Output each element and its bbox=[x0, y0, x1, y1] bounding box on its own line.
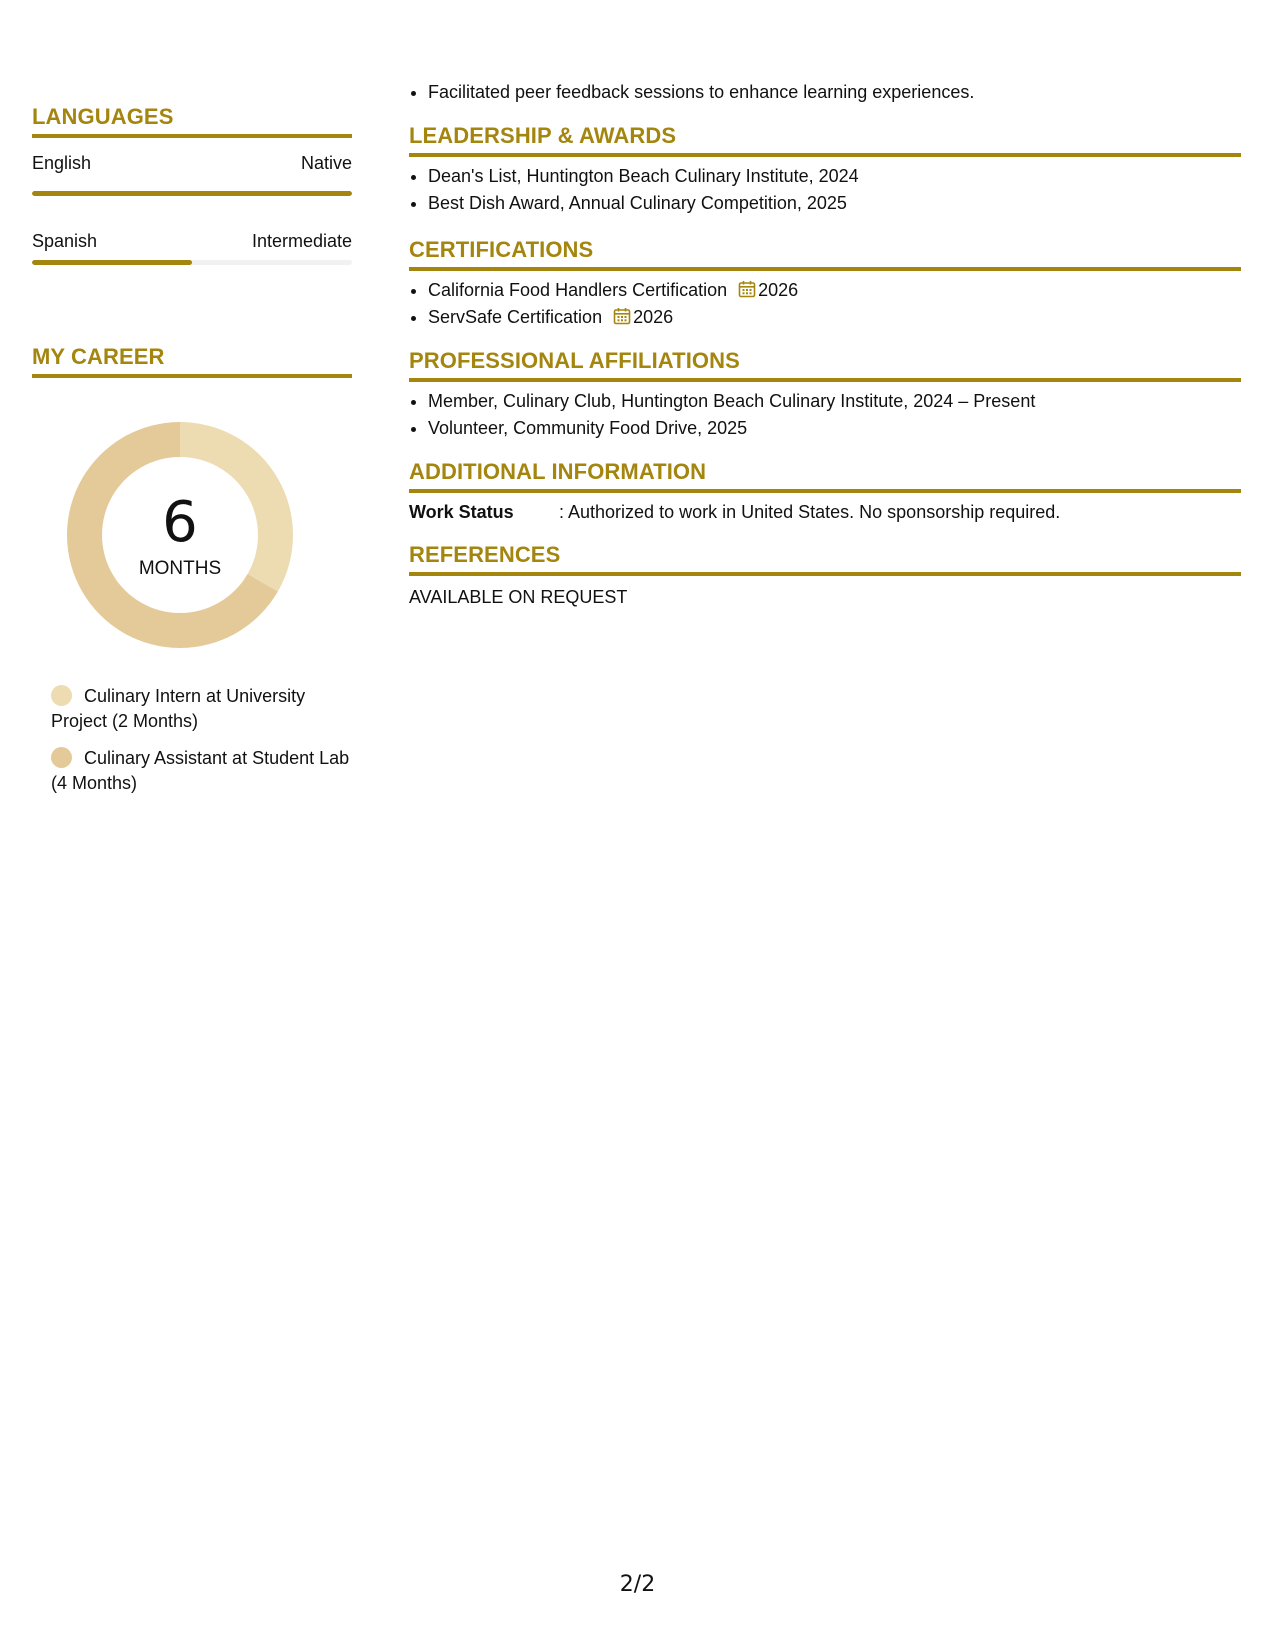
legend-item bbox=[51, 746, 351, 796]
donut-total-unit: MONTHS bbox=[138, 558, 222, 579]
language-level: Intermediate bbox=[251, 231, 352, 251]
calendar-icon bbox=[613, 307, 631, 325]
language-bar-fill bbox=[32, 191, 352, 196]
certification-year: 2026 bbox=[758, 280, 799, 300]
experience-tail bbox=[409, 79, 1241, 106]
legend-swatch bbox=[51, 685, 72, 706]
page-number: 2/2 bbox=[619, 1572, 656, 1597]
list-item: • Dean's List, Huntington Beach Culinary Institute, 2024 bbox=[428, 163, 1241, 190]
list-item: • Best Dish Award, Annual Culinary Competition, 2025 bbox=[428, 190, 1241, 217]
career-donut-chart bbox=[67, 422, 293, 648]
language-bar-english bbox=[32, 191, 352, 196]
leadership-list bbox=[409, 163, 1241, 217]
work-status-value: : Authorized to work in United States. No sponsorship required. bbox=[559, 502, 1061, 522]
language-name: English bbox=[32, 153, 92, 173]
list-item bbox=[428, 304, 1241, 331]
legend-label: Culinary Intern at University Project (2 Months) bbox=[51, 686, 306, 731]
references-text: AVAILABLE ON REQUEST bbox=[409, 587, 628, 607]
language-name: Spanish bbox=[32, 231, 98, 251]
legend-label: Culinary Assistant at Student Lab (4 Months) bbox=[51, 748, 350, 793]
certification-name: California Food Handlers Certification bbox=[428, 280, 728, 300]
affiliations-heading: PROFESSIONAL AFFILIATIONS bbox=[409, 348, 1241, 382]
work-status-label: Work Status bbox=[409, 502, 514, 522]
additional-info-heading: ADDITIONAL INFORMATION bbox=[409, 459, 1241, 493]
legend-item bbox=[51, 684, 351, 734]
language-level: Native bbox=[300, 153, 352, 173]
experience-bullets bbox=[409, 79, 1241, 106]
list-item: • Volunteer, Community Food Drive, 2025 bbox=[428, 415, 1241, 442]
certifications-section bbox=[409, 237, 1241, 331]
certification-year: 2026 bbox=[633, 307, 674, 327]
donut-center bbox=[67, 422, 293, 648]
legend-swatch bbox=[51, 747, 72, 768]
affiliations-list bbox=[409, 388, 1241, 442]
references-heading: REFERENCES bbox=[409, 542, 1241, 576]
leadership-heading: LEADERSHIP & AWARDS bbox=[409, 123, 1241, 157]
leadership-section bbox=[409, 123, 1241, 217]
calendar-icon bbox=[738, 280, 756, 298]
certification-name: ServSafe Certification bbox=[428, 307, 603, 327]
certifications-heading: CERTIFICATIONS bbox=[409, 237, 1241, 271]
additional-info-section bbox=[409, 459, 1241, 524]
work-status-row bbox=[409, 500, 1241, 524]
references-section bbox=[409, 542, 1241, 609]
language-bar-fill bbox=[32, 260, 192, 265]
list-item bbox=[428, 277, 1241, 304]
donut-total-number: 6 bbox=[162, 490, 198, 555]
career-legend bbox=[51, 684, 351, 808]
languages-heading: LANGUAGES bbox=[32, 104, 352, 138]
language-bar-spanish bbox=[32, 260, 352, 265]
experience-bullet: • Facilitated peer feedback sessions to enhance learning experiences. bbox=[428, 79, 1241, 106]
affiliations-section bbox=[409, 348, 1241, 442]
list-item: • Member, Culinary Club, Huntington Beach Culinary Institute, 2024 – Present bbox=[428, 388, 1241, 415]
career-heading: MY CAREER bbox=[32, 344, 352, 378]
certifications-list bbox=[409, 277, 1241, 331]
